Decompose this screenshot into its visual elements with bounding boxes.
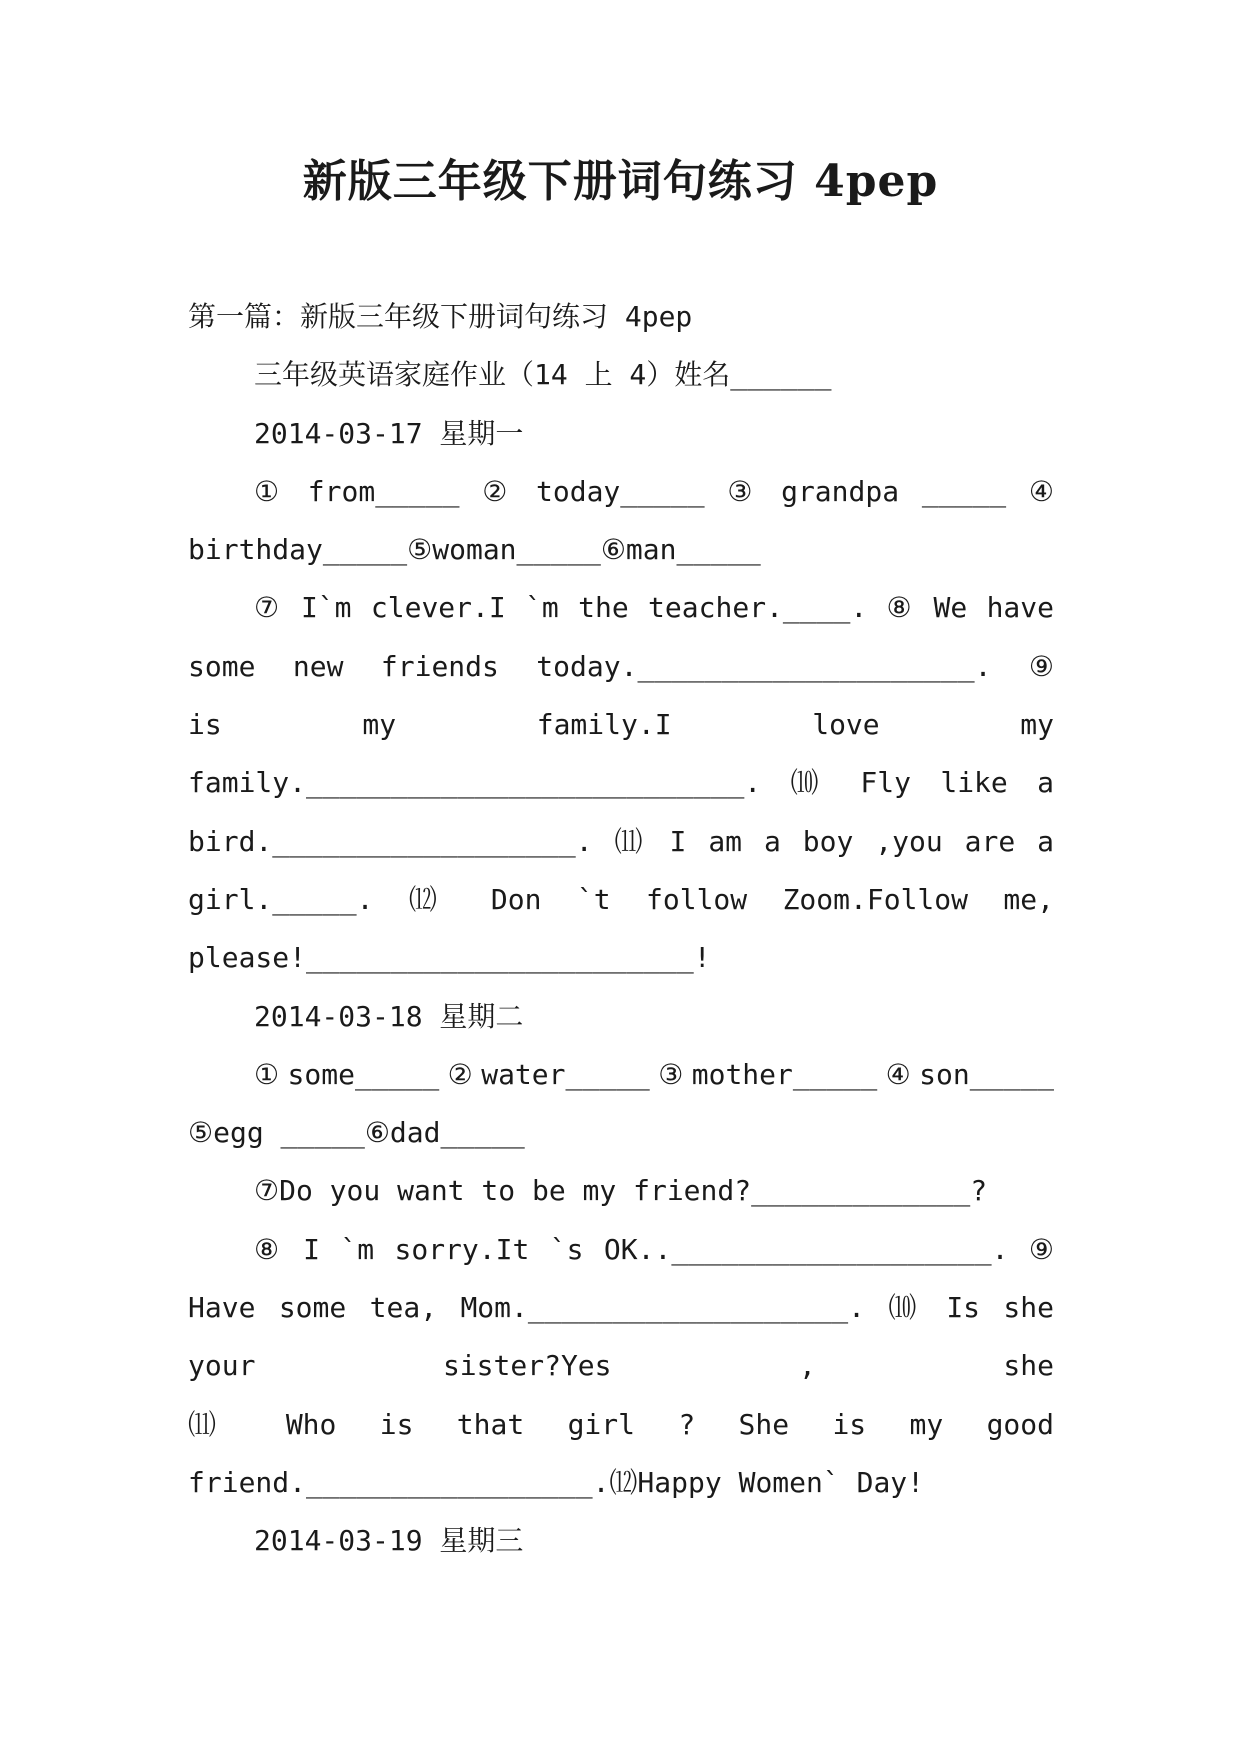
text-line: friend._________________.⑿Happy Women` Day! (188, 1465, 925, 1499)
date-line: 2014-03-18 星期二 (254, 999, 524, 1033)
text-line: birthday_____⑤woman_____⑥man_____ (188, 533, 761, 567)
homework-header: 三年级英语家庭作业（14 上 4）姓名______ (254, 358, 832, 392)
text-line: please!_______________________! (188, 941, 711, 975)
text-line: ⑦ I`m clever.I `m the teacher.____. ⑧ We have (254, 591, 1054, 625)
date-line: 2014-03-17 星期一 (254, 416, 524, 450)
text-line: some new friends today.____________________. ⑨ (188, 649, 1054, 683)
text-line: family.__________________________. ⑽ Fly like a (188, 766, 1054, 800)
section-heading: 第一篇：新版三年级下册词句练习 4pep (188, 300, 693, 333)
text-line: ①some_____②water_____③mother_____④son_____ (254, 1057, 1054, 1091)
text-line: your sister?Yes , she (188, 1349, 1054, 1383)
text-line: Have some tea, Mom.___________________. ⑽ Is she (188, 1291, 1054, 1325)
document-title: 新版三年级下册词句练习 4pep (302, 156, 939, 207)
text-line: ① from_____ ② today_____ ③ grandpa _____ ④ (254, 474, 1054, 508)
text-line: ⑾ Who is that girl ? She is my good (188, 1407, 1054, 1441)
text-line: ⑤egg _____⑥dad_____ (188, 1116, 525, 1150)
text-line: ⑧ I `m sorry.It `s OK..___________________. ⑨ (254, 1232, 1054, 1266)
text-line: girl._____. ⑿ Don `t follow Zoom.Follow me, (188, 882, 1054, 916)
text-line: ⑦Do you want to be my friend?_____________? (254, 1174, 988, 1208)
document-body (188, 288, 1054, 1571)
text-line: is my family.I love my (188, 708, 1054, 742)
date-line: 2014-03-19 星期三 (254, 1524, 524, 1558)
text-line: bird.__________________. ⑾ I am a boy ,you are a (188, 824, 1054, 858)
